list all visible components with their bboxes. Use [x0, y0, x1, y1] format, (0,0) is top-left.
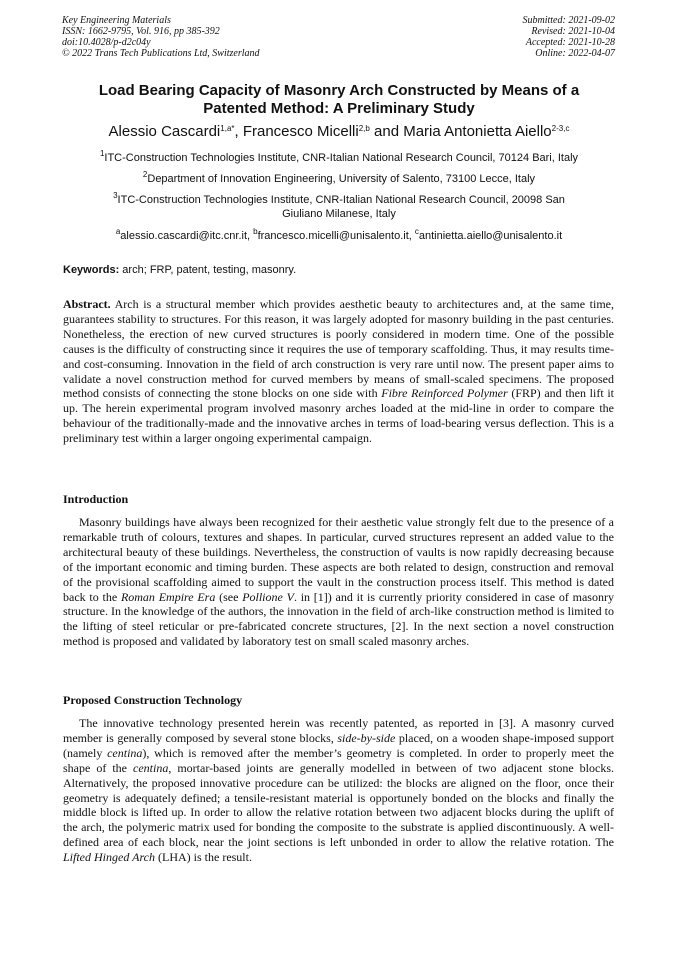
introduction-emphasis: Pollione V	[242, 589, 294, 604]
affiliation-3-sup: 3	[113, 191, 118, 201]
abstract-text: (FRP) and then lift it up. The herein experimental program involved masonry arches loaded at the mid-line in order to compare the behaviour of the traditionally-made and the innovative arches in terms of load-bearing versus deflection. This is a preliminary test within a larger ongoing experimental campaign.	[63, 386, 614, 446]
dates-header	[523, 15, 616, 59]
introduction-text: (see	[215, 589, 243, 604]
journal-doi: doi:10.4028/p-d2c04y	[62, 37, 151, 48]
introduction-text: Masonry buildings have always been recognized for their aesthetic value strongly felt due to the presence of a remarkable truth of colours, textures and shapes. In particular, curved structures represent an added value to the architectural beauty of these buildings. Nevertheless, the construction of vaults is now rapidly decreasing because of the important economic and timing burden. These aspects are both related to design, construction and removal of the provisional scaffolding aimed to support the vault in the construction process itself. This method is dated back to the	[63, 515, 614, 604]
introduction-heading: Introduction	[63, 492, 129, 506]
proposed-text: (LHA) is the result.	[155, 850, 252, 865]
affiliation-3-line-2: Giuliano Milanese, Italy	[282, 208, 396, 220]
keywords	[63, 263, 296, 277]
author-separator: and	[369, 123, 404, 140]
title-line-1: Load Bearing Capacity of Masonry Arch Constructed by Means of a	[98, 82, 580, 99]
author-1: Alessio Cascardi	[108, 123, 221, 140]
proposed-text: placed, on a wooden shape-imposed support (namely	[63, 730, 614, 760]
affiliation-3	[62, 193, 616, 221]
proposed-emphasis: side-by-side	[337, 730, 396, 745]
email-list	[62, 229, 616, 243]
affiliation-2	[62, 172, 616, 186]
author-separator: ,	[234, 123, 243, 140]
journal-copyright: © 2022 Trans Tech Publications Ltd, Switzerland	[62, 48, 260, 59]
email-2-sup: b	[253, 227, 258, 237]
journal-header	[62, 15, 260, 59]
affiliation-2-sup: 2	[142, 170, 148, 180]
email-2: francesco.micelli@unisalento.it,	[257, 230, 415, 242]
title-line-2: Patented Method: A Preliminary Study	[203, 100, 475, 117]
email-3-sup: c	[414, 227, 419, 237]
author-list	[60, 123, 618, 141]
affiliation-3-line-1: ITC-Construction Technologies Institute, CNR-Italian National Research Council, 20098 San	[117, 194, 565, 206]
abstract-label: Abstract.	[63, 297, 111, 311]
paper-title	[60, 82, 618, 118]
abstract-emphasis: Fibre Reinforced Polymer	[381, 386, 508, 401]
author-3: Maria Antonietta Aiello	[403, 123, 552, 140]
date-online: Online: 2022-04-07	[535, 48, 615, 59]
email-1: alessio.cascardi@itc.cnr.it,	[120, 230, 254, 242]
proposed-text: , mortar-based joints are generally modelled in between of two adjacent stone blocks. Alternatively, the proposed innovative procedure can be utilized: the blocks are aligned on the floor, once their geometry is adequately defined; a tensile-resistant material is opportunely bonded on the blocks and finally the middle block is lifted up. In order to allow the relative rotation between two adjacent blocks during the uplift of the arch, the polymeric matrix used for bonding the composite to the substrate is applied discontinuously. A well-defined area of each block, near the joint sections is left unbonded in order to allow the relative rotation. The	[63, 760, 615, 850]
proposed-emphasis: Lifted Hinged Arch	[63, 850, 155, 865]
author-3-sup: 2-3,c	[551, 124, 570, 134]
abstract-text: Arch is a structural member which provides aesthetic beauty to architectures and, at the same time, guarantees stability to structures. For this reason, it was largely adopted for masonry building in the past centuries. Nonetheless, the erection of new curved structures is poorly considered in modern time. One of the possible causes is the difficulty of constructing since it requires the use of temporary scaffolding. Thus, it may results time- and cost-consuming. Innovation in the field of arch construction is very rare until now. The present paper aims to validate a novel construction method for curved members by means of small-scaled specimens. The proposed method consists of connecting the stone blocks on one side with	[63, 297, 614, 401]
date-accepted: Accepted: 2021-10-28	[525, 37, 615, 48]
introduction-emphasis: Roman Empire Era	[120, 589, 216, 604]
introduction-text: . in [1]) and it is currently priority considered in case of masonry structure. In the knowledge of the authors, the innovation in the field of arch-like construction method is limited to the lifting of steel reticular or pre-fabricated concrete structures, [2]. In the next section a novel construction method is proposed and validated by laboratory test on small scaled masonry arches.	[63, 589, 614, 649]
email-3: antinietta.aiello@unisalento.it	[418, 230, 563, 242]
keywords-text: arch; FRP, patent, testing, masonry.	[119, 264, 297, 276]
journal-name: Key Engineering Materials	[62, 15, 171, 26]
author-1-sup: 1,a*	[220, 124, 235, 134]
abstract	[63, 297, 614, 446]
email-1-sup: a	[115, 227, 121, 237]
proposed-emphasis: centina	[107, 745, 143, 760]
date-revised: Revised: 2021-10-04	[531, 26, 615, 37]
affiliation-1-text: ITC-Construction Technologies Institute, CNR-Italian National Research Council, 70124 Bari, Italy	[104, 152, 579, 164]
journal-issn: ISSN: 1662-9795, Vol. 916, pp 385-392	[62, 26, 220, 37]
introduction-paragraph	[63, 515, 614, 649]
proposed-text: The innovative technology presented herein was recently patented, as reported in [3]. A masonry curved member is generally composed by several stone blocks,	[63, 716, 614, 745]
proposed-text: ), which is removed after the member’s geometry is completed. In order to properly meet the shape of the	[63, 745, 614, 775]
author-2-sup: 2,b	[358, 124, 370, 134]
proposed-technology-paragraph	[63, 716, 614, 865]
proposed-technology-heading: Proposed Construction Technology	[63, 693, 243, 707]
affiliation-1	[62, 151, 616, 165]
affiliation-1-sup: 1	[99, 149, 105, 159]
affiliation-2-text: Department of Innovation Engineering, University of Salento, 73100 Lecce, Italy	[147, 173, 536, 185]
author-2: Francesco Micelli	[242, 123, 359, 140]
proposed-emphasis: centina	[133, 760, 169, 775]
date-submitted: Submitted: 2021-09-02	[522, 15, 615, 26]
keywords-label: Keywords:	[63, 264, 120, 276]
